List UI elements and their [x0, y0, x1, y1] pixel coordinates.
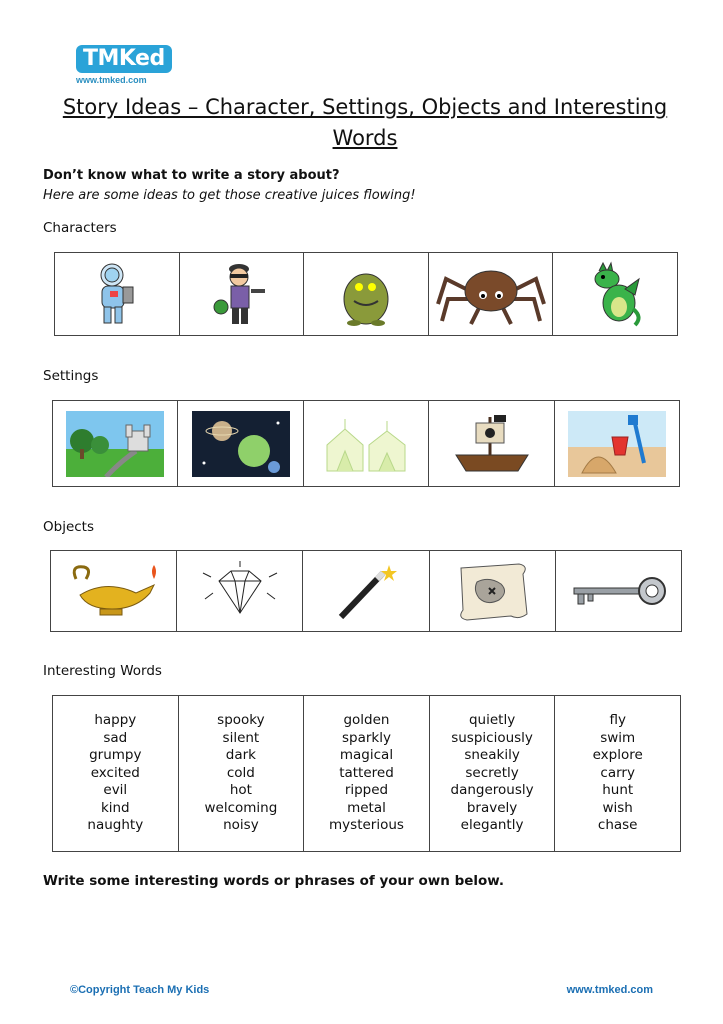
setting-cell: [554, 401, 679, 487]
word: excited: [90, 764, 140, 781]
words-heading: Interesting Words: [43, 663, 162, 679]
word: metal: [347, 799, 386, 816]
character-cell: [428, 253, 553, 336]
words-column: [555, 696, 681, 852]
words-column: [429, 696, 555, 852]
word: silent: [222, 729, 260, 746]
space-planets-icon: [192, 411, 290, 477]
word: sneakily: [464, 747, 520, 764]
castle-landscape-icon: [66, 411, 164, 477]
word: evil: [103, 782, 128, 799]
settings-heading: Settings: [43, 368, 99, 384]
word: elegantly: [460, 817, 524, 834]
settings-table: [52, 400, 680, 487]
magic-wand-icon: [331, 559, 401, 623]
words-table: [52, 695, 681, 852]
character-cell: [179, 253, 304, 336]
setting-cell: [303, 401, 428, 487]
character-cell: [55, 253, 180, 336]
word: chase: [597, 817, 638, 834]
word: grumpy: [89, 747, 142, 764]
word: magical: [339, 747, 394, 764]
word: fly: [609, 712, 626, 729]
characters-heading: Characters: [43, 220, 117, 236]
word: tattered: [339, 764, 394, 781]
astronaut-icon: [92, 259, 142, 329]
magic-lamp-icon: [66, 559, 162, 623]
word: dark: [225, 747, 256, 764]
object-cell: [51, 551, 177, 632]
words-column: [178, 696, 304, 852]
word: hunt: [602, 782, 634, 799]
old-key-icon: [568, 566, 668, 616]
fairground-tents-icon: [317, 411, 415, 477]
setting-cell: [429, 401, 554, 487]
monster-icon: [336, 259, 396, 329]
intro-question: Don’t know what to write a story about?: [43, 168, 340, 183]
word: carry: [600, 764, 635, 781]
setting-cell: [178, 401, 303, 487]
object-cell: [303, 551, 429, 632]
diamond-icon: [197, 559, 283, 623]
word: happy: [94, 712, 137, 729]
word: wish: [602, 799, 633, 816]
characters-table: [54, 252, 678, 336]
word: noisy: [223, 817, 259, 834]
word: ripped: [344, 782, 389, 799]
objects-heading: Objects: [43, 519, 95, 535]
logo-url[interactable]: www.tmked.com: [76, 75, 147, 85]
words-column: [304, 696, 430, 852]
word: explore: [592, 747, 643, 764]
logo-mark: TMKed: [76, 45, 172, 73]
intro-subtext: Here are some ideas to get those creative juices flowing!: [43, 188, 416, 203]
word: sparkly: [341, 729, 391, 746]
robber-icon: [211, 259, 271, 329]
word: sad: [103, 729, 128, 746]
word: suspiciously: [451, 729, 533, 746]
setting-cell: [53, 401, 178, 487]
word: hot: [229, 782, 252, 799]
object-cell: [429, 551, 555, 632]
word: swim: [600, 729, 636, 746]
object-cell: [177, 551, 303, 632]
beach-sandcastle-icon: [568, 411, 666, 477]
word: golden: [343, 712, 390, 729]
treasure-map-icon: [449, 558, 535, 624]
spider-icon: [436, 259, 546, 329]
words-column: [53, 696, 179, 852]
word: spooky: [217, 712, 265, 729]
dragon-icon: [585, 259, 645, 329]
writing-prompt: Write some interesting words or phrases of your own below.: [43, 873, 505, 889]
word: bravely: [466, 799, 518, 816]
logo: [76, 45, 166, 85]
word: cold: [226, 764, 255, 781]
word: welcoming: [204, 799, 278, 816]
page-title: Story Ideas – Character, Settings, Objects and Interesting Words: [62, 95, 668, 150]
character-cell: [304, 253, 429, 336]
footer-copyright: ©Copyright Teach My Kids: [70, 984, 210, 996]
word: quietly: [468, 712, 516, 729]
objects-table: [50, 550, 682, 632]
word: kind: [100, 799, 130, 816]
footer-url[interactable]: www.tmked.com: [566, 984, 653, 996]
word: naughty: [87, 817, 144, 834]
pirate-ship-icon: [442, 411, 540, 477]
character-cell: [553, 253, 678, 336]
object-cell: [555, 551, 681, 632]
word: dangerously: [450, 782, 534, 799]
word: mysterious: [329, 817, 404, 834]
word: secretly: [465, 764, 519, 781]
